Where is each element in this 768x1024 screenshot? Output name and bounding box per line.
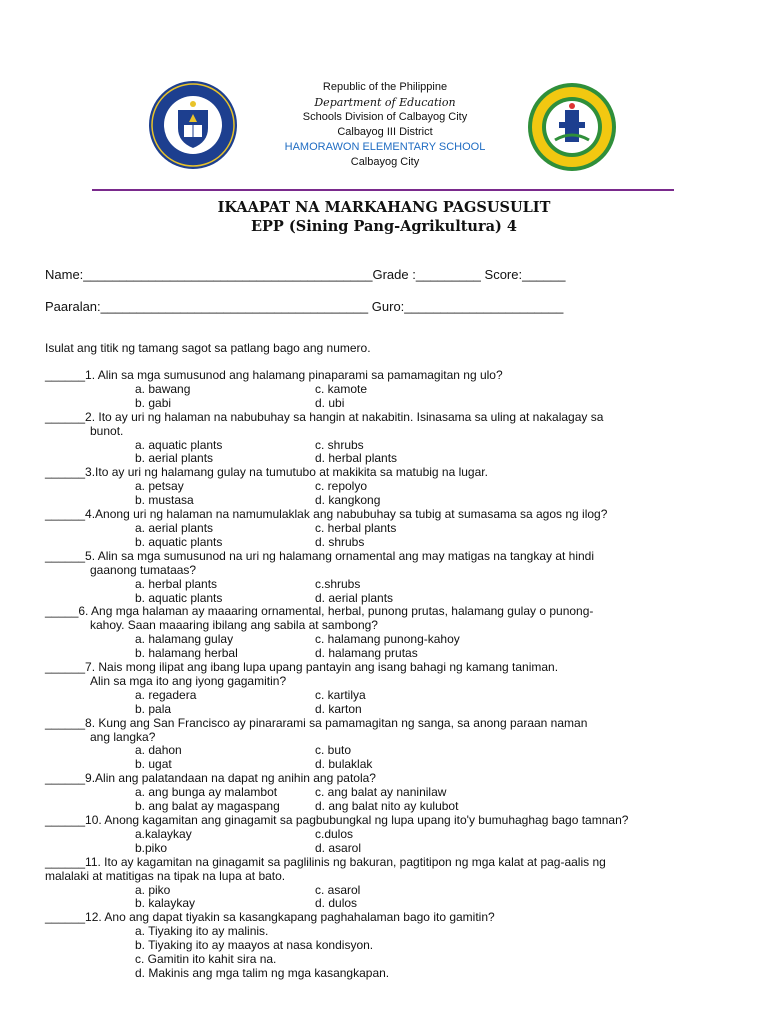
question-text[interactable]: ______10. Anong kagamitan ang ginagamit sa pagbubungkal ng lupa upang ito'y bumuhaghag bago tamnan?: [45, 813, 629, 827]
choice: d. herbal plants: [315, 451, 398, 466]
question-text[interactable]: ______4.Anong uri ng halaman na namumulaklak ang nabubuhay sa tubig at sumasama sa agos ng ilog?: [45, 507, 608, 522]
choice: a. aquatic plants: [135, 437, 223, 452]
choice: b. aerial plants: [135, 451, 214, 466]
choice: c. Gamitin ito kahit sira na.: [135, 952, 277, 967]
choices: [45, 828, 735, 856]
choice: b. aquatic plants: [135, 534, 223, 549]
school-name: HAMORAWON ELEMENTARY SCHOOL: [284, 141, 486, 153]
choice: d. karton: [315, 701, 362, 716]
question-continuation: bunot.: [90, 423, 124, 438]
question-text[interactable]: ______3.Ito ay uri ng halamang gulay na tumutubo at makikita sa matubig na lugar.: [45, 465, 488, 480]
question-text[interactable]: _____6. Ang mga halaman ay maaaring ornamental, herbal, punong prutas, halamang gulay o punong-: [45, 604, 594, 619]
letterhead: [240, 80, 530, 170]
question-item: [45, 814, 735, 856]
question-list: [45, 369, 735, 981]
choice: b. gabi: [135, 395, 172, 410]
question-text[interactable]: ______11. Ito ay kagamitan na ginagamit sa paglilinis ng bakuran, pagtitipon ng mga kalat at pag-aalis ng: [45, 854, 606, 869]
question-item: [45, 605, 735, 661]
choice: a. halamang gulay: [135, 632, 234, 647]
choice: b. halamang herbal: [135, 646, 238, 661]
choice: d. bulaklak: [315, 757, 373, 772]
choice: d. aerial plants: [315, 590, 394, 605]
choice: b. mustasa: [135, 493, 194, 508]
deped-seal-icon: [148, 80, 238, 170]
choice: d. dulos: [315, 896, 358, 911]
choice: c. buto: [315, 743, 352, 758]
question-continuation: Alin sa mga ito ang iyong gagamitin?: [90, 673, 287, 688]
choice: b. kalaykay: [135, 896, 196, 911]
choice: a. petsay: [135, 479, 184, 494]
question-item: [45, 856, 735, 912]
choice: b. pala: [135, 701, 172, 716]
choice: a. aerial plants: [135, 520, 214, 535]
choice: d. halamang prutas: [315, 646, 418, 661]
question-continuation: malalaki at matitigas na tipak na lupa at bato.: [45, 868, 286, 883]
question-item: [45, 661, 735, 717]
exam-subject: EPP (Sining Pang-Agrikultura) 4: [250, 218, 518, 235]
choice: a. piko: [135, 882, 171, 897]
choice: d. shrubs: [315, 534, 365, 549]
choices: [45, 786, 735, 814]
question-item: [45, 411, 735, 467]
choices: [45, 925, 735, 981]
choices: [45, 522, 735, 550]
instructions: Isulat ang titik ng tamang sagot sa patlang bago ang numero.: [45, 341, 371, 355]
question-item: [45, 772, 735, 814]
city-line: Calbayog City: [350, 156, 420, 168]
choice: a. dahon: [135, 743, 182, 758]
choice: b. ang balat ay magaspang: [135, 799, 280, 814]
choices: [45, 383, 735, 411]
question-continuation: kahoy. Saan maaaring ibilang ang sabila at sambong?: [90, 618, 378, 633]
choice: b. ugat: [135, 757, 172, 772]
choices: [45, 633, 735, 661]
header-divider: [92, 189, 674, 191]
choice: a. bawang: [135, 381, 191, 396]
district-line: Calbayog III District: [337, 126, 433, 138]
choice: c. kamote: [315, 381, 368, 396]
choices: [45, 689, 735, 717]
choice: c. shrubs: [315, 437, 364, 452]
department-line: Department of Education: [314, 96, 456, 109]
choices: [45, 744, 735, 772]
choice: c. repolyo: [315, 479, 368, 494]
choice: b.piko: [135, 840, 168, 855]
choice: d. ubi: [315, 395, 345, 410]
choice: c. ang balat ay naninilaw: [315, 785, 447, 800]
question-continuation: gaanong tumataas?: [90, 562, 197, 577]
question-text[interactable]: ______5. Alin sa mga sumusunod na uri ng halamang ornamental ang may matigas na tangkay at hindi: [45, 548, 595, 563]
question-text[interactable]: ______7. Nais mong ilipat ang ibang lupa upang pantayin ang isang bahagi ng kamang taniman.: [45, 660, 559, 675]
question-item: [45, 911, 735, 981]
choice: a. ang bunga ay malambot: [135, 785, 278, 800]
choice: b. aquatic plants: [135, 590, 223, 605]
choices: [45, 480, 735, 508]
republic-line: Republic of the Philippine: [322, 81, 448, 93]
choice: a.kalaykay: [135, 826, 192, 841]
question-item: [45, 369, 735, 411]
choice: c. asarol: [315, 882, 361, 897]
question-item: [45, 550, 735, 606]
choice: d. asarol: [315, 840, 362, 855]
choice: d. ang balat nito ay kulubot: [315, 799, 459, 814]
question-item: [45, 508, 735, 550]
choice: a. Tiyaking ito ay malinis.: [135, 924, 269, 939]
division-line: Schools Division of Calbayog City: [302, 111, 468, 123]
question-item: [45, 717, 735, 773]
question-continuation: ang langka?: [90, 729, 156, 744]
question-text[interactable]: ______2. Ito ay uri ng halaman na nabubuhay sa hangin at nakabitin. Isinasama sa uling at nakalagay sa: [45, 409, 604, 424]
choice: c. halamang punong-kahoy: [315, 632, 460, 647]
name-grade-score-line[interactable]: Name:________________________________________Grade :_________ Score:______: [45, 267, 566, 282]
exam-title: IKAAPAT NA MARKAHANG PAGSUSULIT: [217, 199, 551, 216]
question-text[interactable]: ______9.Alin ang palatandaan na dapat ng anihin ang patola?: [45, 771, 376, 786]
choices: [45, 578, 735, 606]
choice: d. Makinis ang mga talim ng mga kasangkapan.: [135, 965, 390, 980]
choice: d. kangkong: [315, 493, 381, 508]
question-text[interactable]: ______8. Kung ang San Francisco ay pinararami sa pamamagitan ng sanga, sa anong paraan naman: [45, 715, 588, 730]
choices: [45, 884, 735, 912]
school-seal-icon: [527, 82, 617, 172]
choice: c.dulos: [315, 826, 354, 841]
question-text[interactable]: ______12. Ano ang dapat tiyakin sa kasangkapang paghahalaman bago ito gamitin?: [45, 910, 495, 925]
choices: [45, 439, 735, 467]
question-text[interactable]: ______1. Alin sa mga sumusunod ang halamang pinaparami sa pamamagitan ng ulo?: [45, 368, 503, 382]
choice: b. Tiyaking ito ay maayos at nasa kondisyon.: [135, 938, 374, 953]
choice: c.shrubs: [315, 576, 361, 591]
choice: a. regadera: [135, 687, 197, 702]
choice: c. herbal plants: [315, 520, 397, 535]
choice: c. kartilya: [315, 687, 366, 702]
choice: a. herbal plants: [135, 576, 218, 591]
question-item: [45, 466, 735, 508]
school-teacher-line[interactable]: Paaralan:_____________________________________ Guro:______________________: [45, 299, 564, 314]
